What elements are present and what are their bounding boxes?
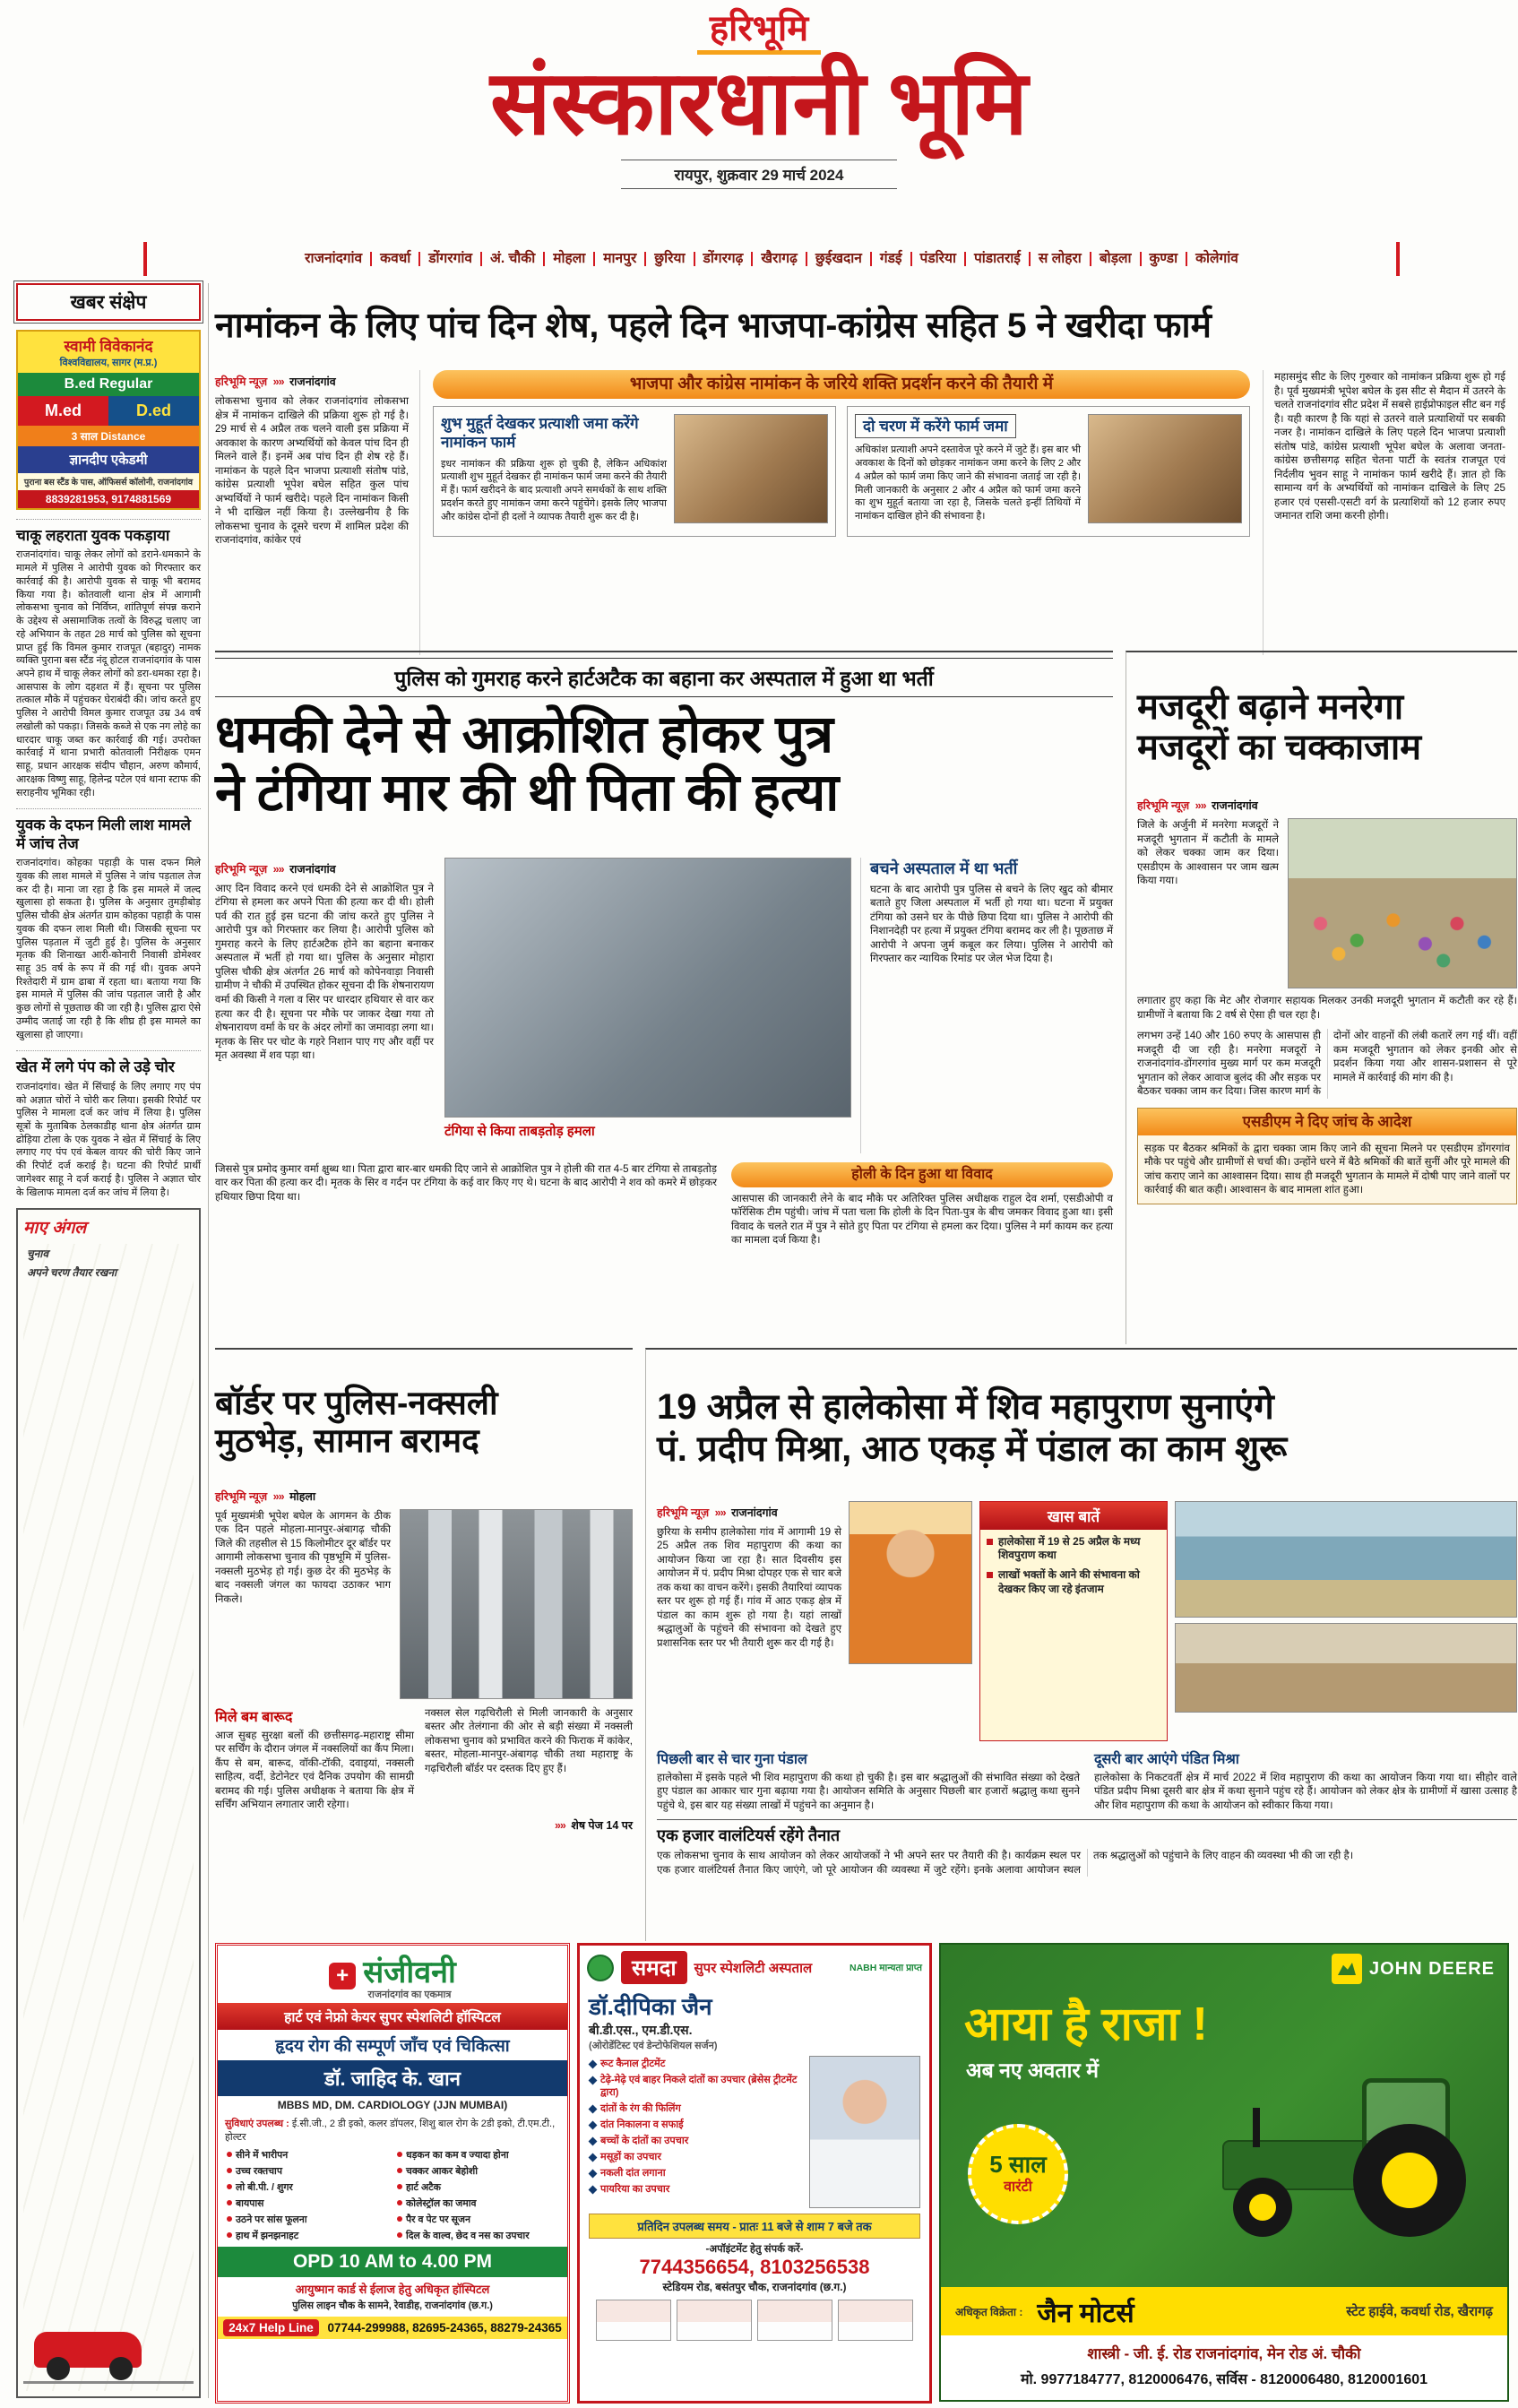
byline: हरिभूमि न्यूज़ »» राजनांदगांव (215, 375, 336, 389)
bomb-found-body: आज सुबह सुरक्षा बलों की छत्तीसगढ़-महाराष्ट्र सीमा पर सर्चिंग के दौरान जंगल में नक्सलियों का कैंप मिला। कैंप से बम, बारूद, वॉकी-टॉकी, दवाइयां, नक्सली साहित्य, वर्दी, डेटोनेटर एवं दैनिक उपयोग की सामग्री बरामद की गई। पुलिस अधीक्षक ने बताया कि क्षेत्र में सर्चिंग अभियान लगातार जारी रहेगा। (215, 1729, 414, 1811)
hospital-speciality-band: हार्ट एवं नेफ्रो केयर सुपर स्पेशलिटी हॉस्पिटल (218, 2003, 567, 2030)
dental-photos-strip (580, 2300, 929, 2341)
byline: हरिभूमि न्यूज़ »» राजनांदगांव (657, 1506, 778, 1519)
hospital-address: पुलिस लाइन चौक के सामने, रेवाडीह, राजनांदगांव (छ.ग.) (292, 2300, 493, 2311)
doctor-name: डॉ. जाहिद के. खान (218, 2060, 567, 2096)
tractor-front-wheel-graphic (1233, 2178, 1292, 2237)
helpline-label: 24x7 Help Line (223, 2319, 319, 2336)
photo-police-press-conference (444, 858, 851, 1118)
jd-subline: अब नए अवतार में (966, 2058, 1099, 2082)
locations-bar (143, 242, 1400, 276)
cartoon-title: माए अंगल (23, 1219, 87, 1239)
murder-story (215, 651, 1113, 1344)
symptoms-column-right (395, 2146, 560, 2243)
sdm-order-box (1137, 1108, 1517, 1204)
cartoon-drawing (23, 1244, 194, 2391)
bomb-found-subhead: मिले बम बारूद (215, 1709, 293, 1725)
byline: हरिभूमि न्यूज़ »» राजनांदगांव (1137, 798, 1258, 812)
hospital-subhead: बचने अस्पताल में था भर्ती (870, 859, 1018, 877)
symptom-item: कोलेस्ट्रॉल का जमाव (395, 2195, 560, 2211)
tractor-exhaust-graphic (1253, 2108, 1260, 2147)
opd-hours: OPD 10 AM to 4.00 PM (218, 2247, 567, 2277)
tractor-image (1206, 2067, 1475, 2237)
photo-seized-naxal-items (400, 1509, 633, 1699)
brief-story-pump-theft (16, 1050, 201, 1199)
dealer-phones: मो. 9977184777, 8120006476, सर्विस - 8120006480, 8120001601 (1020, 2372, 1428, 2387)
location-item: डोंगरगढ़ (695, 252, 754, 266)
photo-dentist-portrait (809, 2056, 920, 2208)
service-item: टेढ़े-मेढ़े एवं बाहर निकले दांतों का उपचार (ब्रेसेस ट्रीटमेंट द्वारा) (589, 2072, 802, 2101)
symptom-item: बायपास (225, 2195, 390, 2211)
symptom-item: दिल के वाल्व, छेद व नस का उपचार (395, 2227, 560, 2243)
byline-arrows-icon: »» (272, 862, 284, 876)
location-item: मानपुर (595, 252, 646, 266)
symptom-item: हाथ में झनझनाहट (225, 2227, 390, 2243)
location-item: पांडातराई (966, 252, 1031, 266)
photo-katha-site-pond (1175, 1501, 1517, 1618)
service-item: नकली दांत लगाना (589, 2165, 802, 2181)
nomination-feature-band: भाजपा और कांग्रेस नामांकन के जरिये शक्ति प्रदर्शन करने की तैयारी में (433, 370, 1250, 399)
symptom-item: हार्ट अटैक (395, 2179, 560, 2195)
nabh-accreditation: NABH मान्यता प्राप्त (850, 1962, 922, 1973)
brief-headline: युवक के दफन मिली लाश मामले में जांच तेज (16, 816, 191, 852)
key-point-item: लाखों भक्तों के आने की संभावना को देखकर किए जा रहे इंतजाम (980, 1563, 1167, 1596)
key-points-box (979, 1501, 1168, 1741)
volunteers-section (657, 1819, 1517, 1877)
nomination-story (215, 283, 1505, 642)
location-item: गंडई (872, 252, 912, 266)
teeth-photo (757, 2300, 832, 2341)
photo-road-blockade-crowd (1288, 818, 1517, 988)
university-ad-distance: 3 साल Distance (18, 426, 199, 446)
sdm-order-subhead: एसडीएम ने दिए जांच के आदेश (1138, 1109, 1516, 1135)
byline: हरिभूमि न्यूज़ »» राजनांदगांव (215, 862, 336, 876)
service-item: रूट कैनाल ट्रीटमेंट (589, 2056, 802, 2072)
location-item: छुईखदान (807, 252, 872, 266)
holi-dispute-subhead: होली के दिन हुआ था विवाद (731, 1162, 1113, 1187)
service-item: बच्चों के दांतों का उपचार (589, 2133, 802, 2149)
nomination-box-two-phase (847, 406, 1250, 537)
dealer-label: अधिकृत विक्रेता : (955, 2305, 1023, 2318)
photo-pandit-pradeep-mishra (849, 1501, 972, 1664)
mnrega-intro: जिले के अर्जुनी में मनरेगा मजदूरों ने मजदूरी भुगतान में कटौती के मामले को लेकर चक्का जाम कर दिया। एसडीएम के आश्वासन पर जाम खत्म किया गया। (1137, 818, 1279, 887)
location-item: कवर्धा (372, 252, 420, 266)
shiv-mahapuran-story (645, 1348, 1517, 1941)
john-deere-ad (939, 1943, 1509, 2402)
samda-name: समदा (621, 1951, 687, 1984)
cartoon-road-graphic (23, 2381, 194, 2384)
teeth-photo (596, 2300, 671, 2341)
byline-arrows-icon: »» (1195, 798, 1206, 812)
university-ad (16, 330, 201, 510)
location-item: राजनांदगांव (297, 252, 372, 266)
symptom-item: चक्कर आकर बेहोशी (395, 2162, 560, 2179)
dental-services-list (589, 2056, 802, 2208)
box-title: शुभ मुहूर्त देखकर प्रत्याशी जमा करेंगे नामांकन फार्म (441, 415, 639, 452)
mnrega-side: लगातार हुए कहा कि मेट और रोजगार सहायक मिलकर उनकी मजदूरी भुगतान में कटौती कर रहे हैं। ग्रामीणों ने बताया कि 2 वर्ष से ऐसा ही चल रहा है। (1137, 994, 1517, 1021)
symptom-item: धड़कन का कम व ज्यादा होना (395, 2146, 560, 2162)
tractor-rear-wheel-graphic (1353, 2124, 1466, 2237)
appointment-label: -अपॉइंटमेंट हेतु संपर्क करें- (705, 2244, 804, 2255)
location-item: अं. चौकी (482, 252, 545, 266)
timing-box: प्रतिदिन उपलब्ध समय - प्रातः 11 बजे से शाम 7 बजे तक (589, 2214, 920, 2239)
symptom-item: लो बी.पी. / शुगर (225, 2179, 390, 2195)
dateline: रायपुर, शुक्रवार 29 मार्च 2024 (621, 160, 898, 189)
tangiya-body: जिससे पुत्र प्रमोद कुमार वर्मा क्षुब्ध था। पिता द्वारा बार-बार धमकी दिए जाने से आक्रोशित पुत्र ने होली की रात 4-5 बार टंगिया से ताबड़तोड़ वार कर पिता की हत्या कर दी। मृतक के सिर व गर्दन पर टंगिया के कई वार किए गए थे। घटना के बाद आरोपी ने शव को कमरे में छोड़कर हथियार छिपा दिया था। (215, 1162, 717, 1203)
samda-subtitle: सुपर स्पेशलिटी अस्पताल (694, 1960, 813, 1976)
haribhoomi-logo: हरिभूमि (697, 7, 821, 55)
holi-dispute-body: आसपास की जानकारी लेने के बाद मौके पर अतिरिक्त पुलिस अधीक्षक राहुल देव शर्मा, एसडीओपी व फॉरेंसिक टीम पहुंची। जांच में पता चला कि होली के दिन पिता-पुत्र के बीच जमकर विवाद हुआ था। इसी विवाद के चलते रात में पुत्र ने सोते हुए पिता पर टंगिया से हमला कर दिया। पुलिस ने मर्ग कायम कर हत्या का मामला दर्ज किया है। (731, 1192, 1113, 1247)
brief-story-body-found (16, 808, 201, 1041)
key-point-item: हालेकोसा में 19 से 25 अप्रैल के मध्य शिवपुराण कथा (980, 1530, 1167, 1563)
photo-candidates-counter (674, 414, 828, 523)
mnrega-headline: मजदूरी बढ़ाने मनरेगा मजदूरों का चक्काजाम (1137, 687, 1422, 767)
hospital-cross-icon: + (329, 1963, 356, 1989)
news-brief-header: खबर संक्षेप (16, 283, 201, 321)
brief-story-knife (16, 519, 201, 799)
location-item: खैरागढ़ (753, 252, 807, 266)
academy-phones: 8839281953, 9174881569 (18, 490, 199, 508)
byline: हरिभूमि न्यूज़ »» मोहला (215, 1489, 316, 1503)
warranty-badge: 5 साल वारंटी (968, 2124, 1068, 2224)
box-title: दो चरण में करेंगे फार्म जमा (855, 414, 1016, 438)
cartoon-wheel-graphic (47, 2357, 70, 2380)
dentist-specialty: (ओरोडेंटिस्ट एवं डेन्टोफेशियल सर्जन) (589, 2041, 718, 2051)
academy-address: पुराना बस स्टैंड के पास, ऑफिसर्स कॉलोनी, राजनांदगांव (23, 478, 194, 488)
dealer-address-1: स्टेट हाईवे, कवर्धा रोड, खैरागढ़ (1346, 2304, 1493, 2319)
pandal-subhead: पिछली बार से चार गुना पंडाल (657, 1751, 807, 1767)
hospital-name: संजीवनी (363, 1955, 456, 1989)
nomination-box-muhurat (433, 406, 836, 537)
border-clash-story (215, 1348, 633, 1941)
arrows-icon: »» (554, 1818, 565, 1832)
service-item: पायरिया का उपचार (589, 2181, 802, 2197)
samda-logo-icon (587, 1955, 614, 1981)
sdm-order-body: सड़क पर बैठकर श्रमिकों के द्वारा चक्का जाम किए जाने की सूचना मिलने पर एसडीएम डोंगरगांव मौके पर पहुंचे और ग्रामीणों से चर्चा की। उन्होंने धरने में बैठे श्रमिकों की बातें सुनीं और पूरे मामले की जांच कराए जाने का आश्वासन दिया। साथ ही मजदूरी भुगतान के मामले में दोषी पाए जाने वालों पर कार्रवाई की बात कही। आश्वासन के बाद मामला शांत हुआ। (1138, 1135, 1516, 1204)
doctor-qualification: MBBS MD, DM. CARDIOLOGY (JJN MUMBAI) (277, 2099, 508, 2111)
shiv-headline: 19 अप्रैल से हालेकोसा में शिव महापुराण सुनाएंगे पं. प्रदीप मिश्रा, आठ एकड़ में पंडाल का काम शुरू (657, 1387, 1288, 1470)
border-headline: बॉर्डर पर पुलिस-नक्सली मुठभेड़, सामान बरामद (215, 1384, 498, 1460)
news-brief-sidebar (16, 283, 209, 2398)
cartoon-wheel-graphic (109, 2357, 133, 2380)
teeth-photo (838, 2300, 913, 2341)
box-body: अधिकांश प्रत्याशी अपने दस्तावेज पूरे करने में जुटे हैं। इस बार भी अवकाश के दिनों को छोड़कर नामांकन जमा करने के लिए 2 और 4 अप्रैल को फार्म जमा किए जाने की संभावना जताई जा रही है। मिली जानकारी के अनुसार 2 और 4 अप्रैल को फार्म जमा करने का शुभ मुहूर्त बताया जा रहा है, जिसके चलते इन्हीं तिथियों में नामांकन दाखिल होने की संभावना है। (855, 444, 1081, 522)
location-item: कुण्डा (1142, 252, 1188, 266)
editorial-cartoon (16, 1208, 201, 2398)
location-item: कोलेगांव (1195, 251, 1238, 267)
location-item: डोंगरगांव (420, 252, 482, 266)
symptom-item: सीने में भारीपन (225, 2146, 390, 2162)
hospital-name-sub: राजनांदगांव का एकमात्र (367, 1989, 452, 2000)
murder-headline: धमकी देने से आक्रोशित होकर पुत्र ने टंगिया मार की थी पिता की हत्या (215, 705, 840, 822)
symptom-item: उच्च रक्तचाप (225, 2162, 390, 2179)
byline-arrows-icon: »» (272, 1489, 284, 1503)
brief-body: राजनांदगांव। खेत में सिंचाई के लिए लगाए गए पंप को अज्ञात चोरों ने चोरी कर लिया। इसकी रिपोर्ट पर पुलिस ने मामला दर्ज कर जांच में लिया है। पुलिस सूत्रों के मुताबिक ठेलकाडीह थाना क्षेत्र अंतर्गत ग्राम ढोड़िया टोला के एक युवक ने खेत में सिंचाई के लिए लगाए गए पंप एवं केबल वायर की चोरी किए जाने की रिपोर्ट दर्ज कराई है। घटना की रिपोर्ट प्रार्थी जागेश्वर साहू ने दर्ज कराई है। पुलिस ने अज्ञात चोर के खिलाफ मामला दर्ज कर जांच में लिया है। (16, 1081, 201, 1198)
samda-address: स्टेडियम रोड, बसंतपुर चौक, राजनांदगांव (छ.ग.) (662, 2281, 847, 2293)
photo-form-submission (1088, 414, 1242, 523)
service-item: दांतों के रंग की फिलिंग (589, 2101, 802, 2117)
location-item: मोहला (545, 252, 595, 266)
helpline (218, 2317, 567, 2339)
brief-body: राजनांदगांव। कोहका पहाड़ी के पास दफन मिले युवक की लाश मामले में पुलिस ने जांच पड़ताल तेज कर दी है। माना जा रहा है कि इस मामले में जल्द खुलासा हो सकता है। पुलिस के अनुसार तुमड़ीबोड़ पुलिस चौकी क्षेत्र अंतर्गत ग्राम कोहका पहाड़ी के पास युवक की दफन लाश मिली थी। जिसकी सूचना पर पुलिस पड़ताल में जुटी हुई है। पुलिस के अनुसार मृतक की शिनाख्त आरी-कोनारी निवासी डोमेश्वर साहू 35 वर्ष के रूप में की गई थी। युवक अपने रिश्तेदारी में ग्राम ढाबा में रहता था। बताया गया कि इस मामले में पुलिस की जांच पड़ताल जारी है और कुछ लोगों से पूछताछ की जा रही है। पुलिस द्वारा ऐसे उम्मीद जताई जा रही है कि शीघ्र ही इस मामले का खुलासा हो जाएगा। (16, 858, 201, 1040)
samda-dental-ad (577, 1943, 932, 2404)
symptoms-column-left (225, 2146, 390, 2243)
jd-headline: आया है राजा ! (964, 1998, 1208, 2050)
second-visit-subhead: दूसरी बार आएंगे पंडित मिश्रा (1094, 1751, 1239, 1767)
second-visit-body: हालेकोसा के निकटवर्ती क्षेत्र में मार्च 2022 में शिव महापुराण की कथा का आयोजन किया गया था। सीहोर वाले पंडित प्रदीप मिश्रा दूसरी बार क्षेत्र में कथा सुनाने पहुंच रहे हैं। आयोजन को लेकर क्षेत्र के ग्रामीणों में खासा उत्साह है और शिव महापुराण की कथा के आयोजन को स्वीकार किया गया। (1094, 1771, 1517, 1811)
symptom-item: उठने पर सांस फूलना (225, 2211, 390, 2227)
murder-kicker: पुलिस को गुमराह करने हार्टअटैक का बहाना कर अस्पताल में हुआ था भर्ती (215, 658, 1113, 697)
border-body-1: पूर्व मुख्यमंत्री भूपेश बघेल के आगमन के ठीक एक दिन पहले मोहला-मानपुर-अंबागढ़ चौकी जिले की तहसील से 15 किलोमीटर दूर बॉर्डर पर आगामी लोकसभा चुनाव की पृष्ठभूमि में पुलिस-नक्सली मुठभेड़ हो गई। कुछ देर की मुठभेड़ के बाद नक्सली जंगल का फायदा उठाकर भाग निकले। (215, 1509, 391, 1605)
ayushman-note: आयुष्मान कार्ड से ईलाज हेतु अधिकृत हॉस्पिटल (295, 2283, 490, 2296)
murder-photo-caption: टंगिया से किया ताबड़तोड़ हमला (444, 1123, 595, 1139)
service-item: मसूड़ों का उपचार (589, 2149, 802, 2165)
location-item: बोड़ला (1091, 252, 1142, 266)
service-item: दांत निकालना व सफाई (589, 2117, 802, 2133)
location-item: छुरिया (646, 252, 694, 266)
university-ad-bed: B.ed Regular (18, 373, 199, 396)
brief-headline: खेत में लगे पंप को ले उड़े चोर (16, 1058, 175, 1076)
hospital-tagline: हृदय रोग की सम्पूर्ण जाँच एवं चिकित्सा (275, 2037, 510, 2056)
nomination-body-left: लोकसभा चुनाव को लेकर राजनांदगांव लोकसभा क्षेत्र में नामांकन दाखिले की प्रक्रिया शुरू हो गई है। 29 मार्च से 4 अप्रैल तक चलने वाली इस प्रक्रिया में अवकाश के कारण अभ्यर्थियों को केवल पांच दिन ही मिलने वाले हैं। इनमें अब पांच दिन ही शेष रहे हैं। नामांकन के पहले दिन भाजपा प्रत्याशी संतोष पांडे, कांग्रेस प्रत्याशी भूपेश बघेल सहित कुल पांच अभ्यर्थियों ने फार्म खरीदे। पहले दिन नामांकन किसी ने भी दाखिल नहीं किया है। उल्लेखनीय है कि लोकसभा चुनाव के दूसरे चरण में शामिल प्रदेश की राजनांदगांव, कांकेर एवं (215, 395, 409, 547)
helpline-phones: 07744-299988, 82695-24365, 88279-24365 (327, 2321, 562, 2335)
facilities-line: सुविधाएं उपलब्ध : ई.सी.जी., 2 डी इको, कलर डॉपलर, शिशु बाल रोग के 2डी इको, टी.एम.टी., होल्टर (225, 2119, 556, 2143)
volunteers-body: एक लोकसभा चुनाव के साथ आयोजन को लेकर आयोजकों ने भी अपने स्तर पर तैयारी की है। कार्यक्रम स्थल पर एक हजार वालंटियर्स तैनात किए जाएंगे, जो पूरे आयोजन की व्यवस्था में जुटे रहेंगे। इनके अलावा आयोजन स्थल तक श्रद्धालुओं को पहुंचाने के लिए वाहन की व्यवस्था भी की जा रही है। (657, 1850, 1354, 1876)
byline-arrows-icon: »» (272, 375, 284, 389)
john-deere-brand: JOHN DEERE (1368, 1958, 1495, 1979)
hospital-body: घटना के बाद आरोपी पुत्र पुलिस से बचने के लिए खुद को बीमार बताते हुए जिला अस्पताल में भर्ती हो गया था। घटना में प्रयुक्त टंगिया को उसने घर के पीछे छिपा दिया था। पुलिस ने आरोपी की निशानदेही पर हत्या में प्रयुक्त टंगिया बरामद कर ली है। पूछताछ में आरोपी ने अपना जुर्म कबूल कर लिया। पुलिस ने आरोपी को गिरफ्तार कर न्यायिक रिमांड पर जेल भेज दिया है। (870, 883, 1113, 965)
dentist-degrees: बी.डी.एस., एम.डी.एस. (589, 2023, 693, 2037)
border-body-2: नक्सल सेल गढ़चिरौली से मिली जानकारी के अनुसार बस्तर और तेलंगाना की ओर से बड़ी संख्या में नक्सली लोकसभा चुनाव को प्रभावित करने की फिराक में कांकेर, बस्तर, मोहला-मानपुर-अंबागढ़ चौकी तथा महाराष्ट्र के गढ़चिरौली बॉर्डर पर दस्तक दिए हुए हैं। (425, 1706, 633, 1774)
location-item: स लोहरा (1031, 252, 1091, 266)
dentist-name: डॉ.दीपिका जैन (589, 1993, 712, 2020)
shiv-body-1: छुरिया के समीप हालेकोसा गांव में आगामी 19 से 25 अप्रैल तक शिव महापुराण की कथा का आयोजन किया जा रहा है। सात दिवसीय इस आयोजन में पं. प्रदीप मिश्रा दोपहर एक से चार बजे तक कथा का वाचन करेंगे। इसकी तैयारियां व्यापक स्तर पर शुरू हो गई हैं। गांव में आठ एकड़ क्षेत्र में पंडाल का काम शुरू हो गया है। यहां लाखों श्रद्धालुओं के पहुंचने की संभावना को देखते हुए प्रशासनिक स्तर पर भी तैयारी शुरू कर दी गई है। (657, 1525, 841, 1649)
pandal-body: हालेकोसा में इसके पहले भी शिव महापुराण की कथा हो चुकी है। इस बार श्रद्धालुओं की संभावित संख्या को देखते हुए पंडाल का आकार चार गुना बढ़ाया गया है। आयोजन समिति के अनुसार पिछली बार हजारों श्रद्धालु कथा सुनने पहुंचे थे, इस बार यह संख्या लाखों में पहुंचने का अनुमान है। (657, 1771, 1080, 1811)
page-title: संस्कारधानी भूमि (490, 54, 1028, 153)
photo-pandal-construction (1175, 1623, 1517, 1713)
murder-lead: आए दिन विवाद करने एवं धमकी देने से आक्रोशित पुत्र ने टंगिया से हमला कर अपने पिता की हत्या कर दी थी। होली पर्व की रात हुई इस घटना की जांच करते हुए पुलिस ने आरोपी पुत्र को गिरफ्तार कर लिया है। आरोपी पुलिस को गुमराह करने के लिए हार्टअटैक होने का बहाना बनाकर अस्पताल में भर्ती हो गया था। पुलिस के अनुसार मोहारा पुलिस चौकी क्षेत्र अंतर्गत 26 मार्च को कोपेनवाड़ा निवासी ग्रामीण ने चौकी में उपस्थित होकर सूचना दी कि शेषनारायण वर्मा की किसी ने गला व सिर पर धारदार हथियार से वार कर हत्या कर दी है। सूचना पर मौके पर जाकर देखा गया तो शेषनारायण वर्मा के घर के अंदर लोगों का जमावड़ा लगा था। मृतक के सिर पर चोट के गहरे निशान पाए गए और वहीं पर मृत अवस्था में शव पड़ा था। (215, 882, 434, 1062)
masthead (0, 7, 1518, 237)
cartoon-caption-line: अपने चरण तैयार रखना (27, 1266, 117, 1280)
location-item: पंडरिया (912, 252, 966, 266)
teeth-photo (677, 2300, 752, 2341)
john-deere-logo-icon (1332, 1954, 1362, 1984)
brief-body: राजनांदगांव। चाकू लेकर लोगों को डराने-धमकाने के मामले में पुलिस ने आरोपी युवक को गिरफ्तार कर कार्रवाई की है। आरोपी युवक से चाकू भी बरामद किया गया है। कोतवाली थाना क्षेत्र में आगामी लोकसभा चुनाव को निर्विघ्न, शांतिपूर्ण संपन्न कराने के उद्देश्य से असामाजिक तत्वों के विरुद्ध चलाए जा रहे अभियान के तहत 28 मार्च को पुलिस को सूचना प्राप्त हुई कि विमल कुमार राजपूत (बहादुर) नामक व्यक्ति पुराना बस स्टैंड नंदू होटल राजनांदगांव के पास अपने हाथ में चाकू लेकर लोगों को डरा-धमका रहा है। आसपास के लोग दहशत में हैं। सूचना पर पुलिस तत्काल मौके में पहुंचकर घेराबंदी की। जांच करते हुए पुलिस ने आरोपी विमल कुमार राजपूत उम्र 34 वर्ष लखोली को पकड़ा। जिसके कब्जे से एक नग लोहे का धारदार चाकू जब्त कर कार्रवाई की गई। उपरोक्त कार्रवाई में थाना प्रभारी कोतवाली निरीक्षक एमन साहू, प्रधान आरक्षक संदीप चौहान, अरुण कौमार्य, आरक्षक विष्णु साहू, हिलेन्द्र पटेल एवं थाना स्टाफ की सराहनीय भूमिका रही। (16, 549, 201, 798)
box-body: इधर नामांकन की प्रक्रिया शुरू हो चुकी है, लेकिन अधिकांश प्रत्याशी शुभ मुहूर्त देखकर ही नामांकन फार्म जमा करने की तैयारी में हैं। फार्म खरीदने के बाद प्रत्याशी अपने समर्थकों के साथ शक्ति प्रदर्शन करते हुए नामांकन जमा करने पहुंचेंगे। इसके लिए भाजपा और कांग्रेस दोनों ही दलों ने व्यापक तैयारी शुरू कर दी है। (441, 458, 667, 522)
sanjeevani-hospital-ad (215, 1943, 570, 2404)
samda-phones: 7744356654, 8103256538 (639, 2256, 870, 2278)
brief-headline: चाकू लहराता युवक पकड़ाया (16, 527, 170, 544)
continued-on-page-note: »» शेष पेज 14 पर (215, 1817, 633, 1833)
dealer-address-2: शास्त्री - जी. ई. रोड राजनांदगांव, मेन रोड अं. चौकी (1087, 2345, 1361, 2362)
mnrega-story (1126, 651, 1517, 1344)
university-ad-med: M.ed (18, 396, 108, 426)
academy-name: ज्ञानदीप एकेडमी (18, 446, 199, 473)
university-ad-city: विश्वविद्यालय, सागर (म.प्र.) (18, 356, 199, 373)
university-ad-name: स्वामी विवेकानंद (18, 332, 199, 356)
cartoon-caption-line: चुनाव (27, 1247, 49, 1261)
symptom-item: पैर व पेट पर सूजन (395, 2211, 560, 2227)
key-points-header: खास बातें (980, 1502, 1167, 1530)
nomination-body-right: महासमुंद सीट के लिए गुरुवार को नामांकन प्रक्रिया शुरू हो गई है। पूर्व मुख्यमंत्री भूपेश बघेल के इस सीट से मैदान में उतरने के चलते राजनांदगांव सीट प्रदेश में सबसे हाईप्रोफाइल सीट बन गई है। यही कारण है कि यहां से उतरने वाले प्रत्याशियों पर सबकी नजर है। नामांकन दाखिले के लिए पहले दिन भाजपा प्रत्याशी संतोष पांडे, कांग्रेस प्रत्याशी भूपेश बघेल के अलावा जनता-कांग्रेस छत्तीसगढ़ सहित चेतना पार्टी के स्वतंत्र राजपूत एवं निर्दलीय भुवन साहू ने नामांकन फार्म खरीदे हैं। ज्ञात हो कि सामान्य वर्ग के अभ्यर्थियों को नामांकन दाखिले के लिए 25 हजार एवं एससी-एसटी वर्ग के प्रत्याशियों को 12 हजार रुपए जमानत राशि जमा करनी होगी। (1274, 371, 1505, 522)
nomination-headline: नामांकन के लिए पांच दिन शेष, पहले दिन भाजपा-कांग्रेस सहित 5 ने खरीदा फार्म (215, 306, 1212, 346)
dealer-name: जैन मोटर्स (1037, 2298, 1134, 2328)
university-ad-ded: D.ed (108, 396, 199, 426)
byline-arrows-icon: »» (714, 1506, 726, 1519)
mnrega-body: लगभग उन्हें 140 और 160 रुपए के आसपास ही मजदूरी दी जा रही है। मनरेगा मजदूरों ने राजनांदगांव-डोंगरगांव मुख्य मार्ग पर कम मजदूरी भुगतान को लेकर आवाज बुलंद की और सड़क पर बैठकर चक्का जाम कर दिया। जिस कारण मार्ग के दोनों ओर वाहनों की लंबी कतारें लग गई थीं। वहीं कम मजदूरी भुगतान को लेकर इनकी ओर से प्रदर्शन किया गया और शासन-प्रशासन से पूरे मामले में कार्रवाई की मांग की है। (1137, 1030, 1517, 1098)
volunteers-subhead: एक हजार वालंटियर्स रहेंगे तैनात (657, 1826, 841, 1845)
